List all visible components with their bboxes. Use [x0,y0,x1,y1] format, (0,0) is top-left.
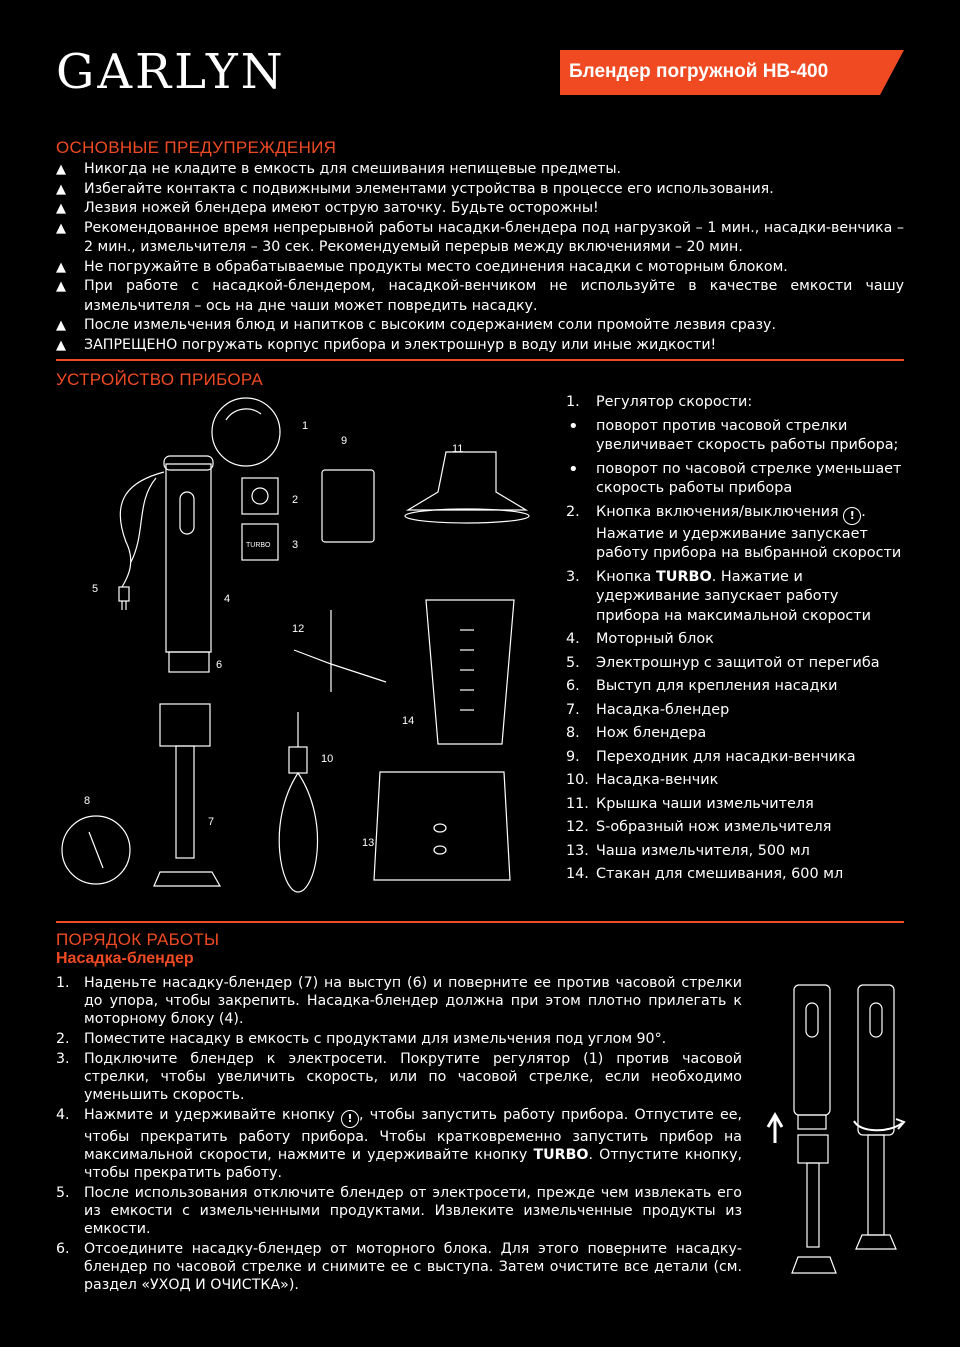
label-11: 11 [452,443,464,455]
product-title: Блендер погружной HB-400 [569,61,829,82]
parts-item: 11. Крышка чаши измельчителя [566,795,814,812]
mixing-beaker [426,600,514,744]
step-item: 6. Отсоедините насадку-блендер от моторного блока. Для этого поверните насадку-блендер по часовой стрелке и снимите ее с выступа. Затем очистите все детали (см. раздел «УХОД И ОЧИСТКА»). [56,1241,742,1293]
label-13: 13 [362,837,375,849]
blender-attachment [160,704,210,746]
triangle-icon: ▲ [56,220,66,236]
step-item: 2. Поместите насадку в емкость с продуктами для измельчения под углом 90°. [56,1031,667,1047]
arrow-up-icon [768,1115,782,1143]
bullet-icon: • [568,458,579,480]
parts-item: 14. Стакан для смешивания, 600 мл [566,866,844,882]
triangle-icon: ▲ [56,279,66,294]
chopper-bowl [374,772,510,880]
warning-item: ▲ Не погружайте в обрабатываемые продукты место соединения насадки с моторным блоком. [56,258,904,278]
triangle-icon: ▲ [56,259,66,275]
motor-body-right [858,985,894,1135]
parts-list [566,393,906,889]
step-item: 5. После использования отключите блендер от электросети, прежде чем извлекать его из емкости с измельченными продуктами. Извлеките измельченные продукты из емкости. [56,1185,742,1237]
parts-subitem: • поворот против часовой стрелки увеличивает скорость работы прибора; [568,415,899,453]
power-icon: ! [843,507,861,525]
parts-item: 6. Выступ для крепления насадки [566,678,838,694]
plug-shape [119,587,129,601]
attachment-left [798,1135,828,1163]
product-title-banner [560,50,904,95]
parts-item: 2. Кнопка включения/выключения ! . Нажатие и удерживание запускает работу прибора на выбранной скорости [566,503,902,561]
label-6: 6 [216,659,223,671]
rotate-arrow-icon [854,1121,902,1130]
warning-item: ▲ ЗАПРЕЩЕНО погружать корпус прибора и электрошнур в воду или иные жидкости! [56,336,904,356]
warning-item: ▲ Лезвия ножей блендера имеют острую заточку. Будьте осторожны! [56,199,904,219]
mount-stub [169,652,209,672]
label-8: 8 [84,795,91,807]
motor-body-left [794,985,830,1115]
triangle-icon: ▲ [56,181,66,197]
warnings-list [56,160,904,355]
label-14: 14 [402,715,415,727]
operation-title: ПОРЯДОК РАБОТЫ [56,930,220,949]
device-title: УСТРОЙСТВО ПРИБОРА [56,370,264,389]
parts-item: 1. Регулятор скорости: [566,394,753,410]
parts-item: 4. Моторный блок [566,631,714,647]
label-5: 5 [92,583,99,595]
label-4: 4 [224,593,231,605]
parts-item: 5. Электрошнур с защитой от перегиба [566,654,880,671]
whisk-adapter [322,470,374,542]
parts-item: 13. Чаша измельчителя, 500 мл [566,842,810,859]
brand-logo: GARLYN [56,44,286,100]
parts-item: 7. Насадка-блендер [566,701,730,718]
section-divider [56,359,904,361]
triangle-icon: ▲ [56,201,66,216]
step-item: 1. Наденьте насадку-блендер (7) на выступ (6) и поверните ее против часовой стрелки до упора, чтобы закрепить. Насадка-блендер должна при этом плотно прилегать к моторному блоку (4). [56,975,742,1027]
parts-item: 3. Кнопка TURBO. Нажатие и удерживание запускает работу прибора на максимальной скорости [566,568,872,624]
speed-regulator-zoom [212,398,280,466]
turbo-text: TURBO [246,542,271,549]
triangle-icon: ▲ [56,162,66,177]
parts-subitem: • поворот по часовой стрелке уменьшает скорость работы прибора [568,458,902,496]
parts-item: 10. Насадка-венчик [566,772,719,788]
label-12: 12 [292,623,305,635]
power-button-zoom [242,478,278,514]
operation-subtitle: Насадка-блендер [56,950,194,967]
section-divider [56,921,904,923]
warning-item: ▲ Избегайте контакта с подвижными элементами устройства в процессе его использования. [56,180,904,200]
assembly-diagram [760,975,910,1285]
triangle-icon: ▲ [56,337,66,353]
triangle-icon: ▲ [56,318,66,333]
warning-item: ▲ При работе с насадкой-блендером, насадкой-венчиком не используйте в качестве емкости чашу измельчителя – ось на дне чаши может повредить насадку. [56,278,904,314]
warning-item: ▲ Рекомендованное время непрерывной работы насадки-блендера под нагрузкой – 1 мин., насадки-венчика – 2 мин., измельчителя – 30 сек. Рекомендуемый перерыв между включениями – 20 мин. [56,219,904,255]
bullet-icon: • [568,415,579,437]
label-1: 1 [302,420,309,432]
parts-item: 9. Переходник для насадки-венчика [566,748,856,765]
chopper-lid [408,452,526,510]
operation-steps [56,974,742,1296]
step-item: 4. Нажмите и удерживайте кнопку ! , чтобы запустить работу прибора. Отпустите ее, чтобы прекратить работу прибора. Чтобы кратковременно запустить прибор на максимальной скорости, нажмите и удерживайте кнопку TURBO. Отпустите кнопку, чтобы прекратить работу. [56,1107,742,1181]
warnings-title: ОСНОВНЫЕ ПРЕДУПРЕЖДЕНИЯ [56,138,337,157]
step-item: 3. Подключите блендер к электросети. Покрутите регулятор (1) против часовой стрелки, чтобы увеличить скорость, или по часовой стрелке, если необходимо уменьшить скорость. [56,1051,742,1103]
label-2: 2 [292,494,299,506]
parts-item: 8. Нож блендера [566,725,707,741]
label-7: 7 [208,816,215,828]
label-3: 3 [292,539,299,551]
label-9: 9 [341,435,348,447]
cord-line [120,472,164,587]
speed-knob-top [164,456,213,470]
power-icon: ! [341,1110,359,1128]
parts-item: 12. S-образный нож измельчителя [566,819,832,835]
warning-item: ▲ После измельчения блюд и напитков с высоким содержанием соли промойте лезвия сразу. [56,316,904,336]
button-panel [180,492,194,534]
label-10: 10 [321,753,334,765]
warning-item: ▲ Никогда не кладите в емкость для смешивания непищевые предметы. [56,160,904,180]
device-diagram [56,392,556,902]
